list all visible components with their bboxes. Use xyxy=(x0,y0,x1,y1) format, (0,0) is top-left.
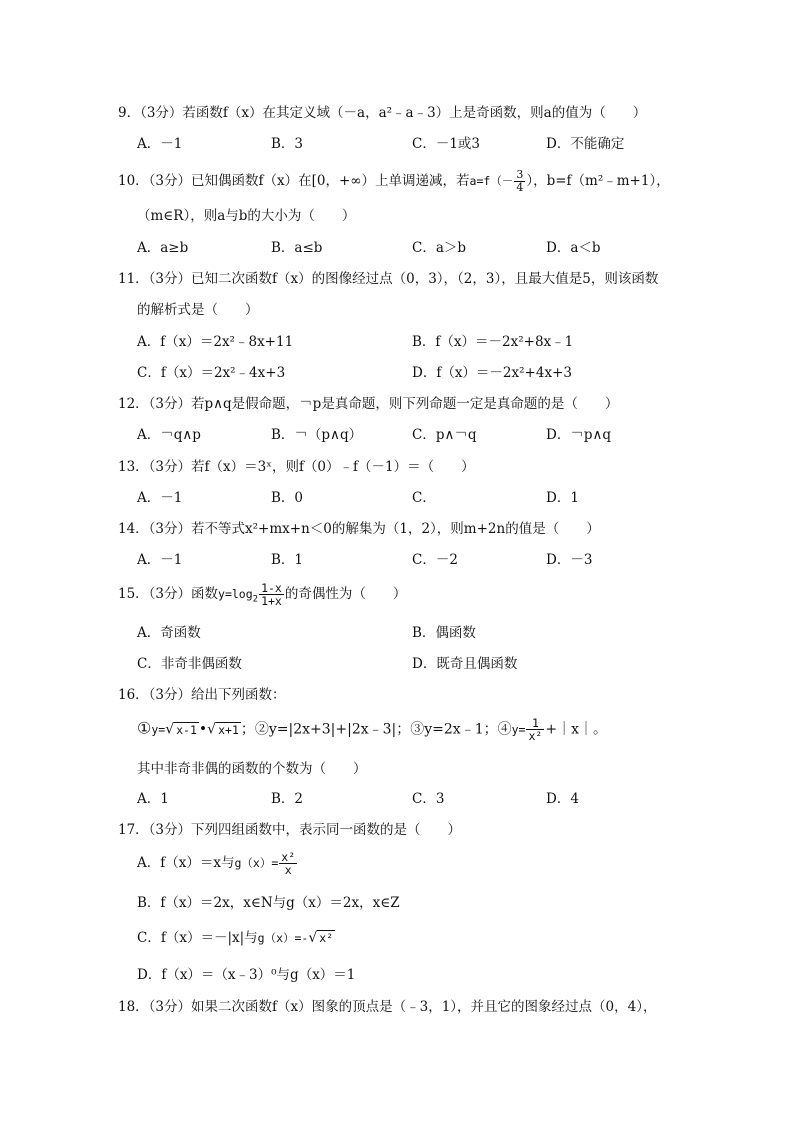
question-15-func: y=log xyxy=(218,587,253,601)
question-16-option-d[interactable]: D．4 xyxy=(546,791,579,807)
fraction-numerator: x² xyxy=(281,850,296,864)
question-14-option-c[interactable]: C．－2 xyxy=(412,552,458,568)
question-11-stem: 11．（3分）已知二次函数f（x）的图像经过点（0，3），（2，3），且最大值是5，则该函数 xyxy=(118,271,659,287)
question-14-option-d[interactable]: D．－3 xyxy=(546,552,593,568)
function-1-radicand-2: x+1 xyxy=(218,722,239,737)
option-c-prefix: C．f（x）＝－|x|与 xyxy=(137,930,258,946)
question-13-stem: 13．（3分）若f（x）＝3ˣ，则f（0）﹣f（－1）＝（ ） xyxy=(118,459,475,475)
question-10-a-expr: a=f（－ xyxy=(469,174,514,188)
fraction-denominator: x² xyxy=(528,729,543,743)
question-17-stem: 17．（3分）下列四组函数中，表示同一函数的是（ ） xyxy=(118,822,462,838)
question-17-option-b[interactable]: B．f（x）＝2x，x∈N与g（x）＝2x，x∈Z xyxy=(137,895,400,911)
question-9-option-a[interactable]: A．－1 xyxy=(137,136,183,152)
function-4-prefix: y= xyxy=(511,722,526,737)
function-list-middle: ；②y=|2x+3|+|2x﹣3|；③y=2x﹣1；④ xyxy=(240,721,512,738)
option-a-fraction xyxy=(279,851,297,876)
question-16-option-c[interactable]: C．3 xyxy=(412,791,445,807)
question-12-option-b[interactable]: B．￢（p∧q） xyxy=(271,427,363,443)
fraction-denominator: 1+x xyxy=(261,594,282,608)
question-15-option-d[interactable]: D．既奇且偶函数 xyxy=(412,656,518,672)
fraction-numerator: 1 xyxy=(526,717,544,730)
question-11-option-d[interactable]: D．f（x）＝－2x²+4x+3 xyxy=(412,365,572,381)
question-15-option-a[interactable]: A．奇函数 xyxy=(137,625,201,641)
fraction-denominator: 4 xyxy=(516,181,524,194)
question-9-option-d[interactable]: D．不能确定 xyxy=(546,136,625,152)
circled-number-1: ① xyxy=(137,718,152,738)
question-16-stem: 16．（3分）给出下列函数： xyxy=(118,687,286,703)
question-16-functions xyxy=(137,717,607,742)
question-10-option-c[interactable]: C．a＞b xyxy=(412,240,467,256)
question-10-stem-part2: ），b=f（m²﹣m+1）， xyxy=(526,173,670,189)
question-10-stem-part1: 10．（3分）已知偶函数f（x）在[0，+∞）上单调递减，若 xyxy=(118,173,470,189)
option-c-radicand: x² xyxy=(319,931,334,945)
question-11-option-b[interactable]: B．f（x）＝－2x²+8x﹣1 xyxy=(412,334,574,350)
question-12-option-d[interactable]: D．￢p∧q xyxy=(546,427,611,443)
question-18-stem: 18．（3分）如果二次函数f（x）图象的顶点是（﹣3，1），并且它的图象经过点（0，4）， xyxy=(118,999,657,1015)
question-13-option-d[interactable]: D．1 xyxy=(546,490,579,506)
question-15-stem-part1: 15．（3分）函数 xyxy=(118,586,219,602)
question-14-option-b[interactable]: B．1 xyxy=(271,552,304,568)
question-10-option-b[interactable]: B．a≤b xyxy=(271,240,323,256)
fraction-numerator: 3 xyxy=(516,168,524,181)
question-11-option-a[interactable]: A．f（x）＝2x²﹣8x+11 xyxy=(137,334,294,350)
radical-sign: √ xyxy=(308,930,318,946)
question-14-option-a[interactable]: A．－1 xyxy=(137,552,183,568)
question-13-option-a[interactable]: A．－1 xyxy=(137,490,183,506)
question-15-func-sub: 2 xyxy=(252,594,259,605)
question-10-stem xyxy=(118,169,670,194)
question-16-option-b[interactable]: B．2 xyxy=(271,791,304,807)
question-15-option-b[interactable]: B．偶函数 xyxy=(412,625,476,641)
question-9-option-c[interactable]: C．－1或3 xyxy=(412,136,481,152)
question-16-option-a[interactable]: A．1 xyxy=(137,791,169,807)
question-12-option-c[interactable]: C．p∧￢q xyxy=(412,427,477,443)
question-9-option-b[interactable]: B．3 xyxy=(271,136,304,152)
option-a-g: g（x）= xyxy=(234,856,279,870)
option-a-prefix: A．f（x）＝x与 xyxy=(137,855,235,871)
function-1-radicand-1: x-1 xyxy=(176,722,197,737)
question-16-stem-continuation: 其中非奇非偶的函数的个数为（ ） xyxy=(137,761,367,777)
function-4-suffix: +｜x｜。 xyxy=(545,721,607,738)
question-17-option-d[interactable]: D．f（x）＝（x﹣3）⁰与g（x）＝1 xyxy=(137,967,356,983)
question-11-stem-continuation: 的解析式是（ ） xyxy=(137,302,259,318)
question-13-option-c[interactable]: C． xyxy=(412,490,436,506)
question-12-stem: 12．（3分）若p∧q是假命题，￢p是真命题，则下列命题一定是真命题的是（ ） xyxy=(118,396,619,412)
question-15-option-c[interactable]: C．非奇非偶函数 xyxy=(137,656,242,672)
question-10-option-d[interactable]: D．a＜b xyxy=(546,240,601,256)
question-15-stem xyxy=(118,582,406,609)
radical-sign: √ xyxy=(165,721,175,738)
question-17-option-a[interactable] xyxy=(137,851,298,876)
question-14-stem: 14．（3分）若不等式x²+mx+n＜0的解集为（1，2），则m+2n的值是（ ） xyxy=(118,521,600,537)
fraction-denominator: x xyxy=(284,863,292,877)
question-17-option-c[interactable] xyxy=(137,929,335,947)
question-15-stem-part2: 的奇偶性为（ ） xyxy=(284,586,407,602)
function-1-prefix: y= xyxy=(151,722,166,737)
function-4-fraction xyxy=(526,717,544,742)
option-c-g: g（x）=- xyxy=(257,931,309,945)
question-11-option-c[interactable]: C．f（x）＝2x²﹣4x+3 xyxy=(137,365,286,381)
question-10-fraction xyxy=(514,169,525,194)
question-10-stem-continuation: （m∈R），则a与b的大小为（ ） xyxy=(137,208,356,224)
question-10-option-a[interactable]: A．a≥b xyxy=(137,240,189,256)
function-1-dot: • xyxy=(198,721,208,738)
radical-sign: √ xyxy=(207,721,217,738)
fraction-numerator: 1-x xyxy=(261,581,282,595)
question-15-fraction xyxy=(259,582,284,607)
question-13-option-b[interactable]: B．0 xyxy=(271,490,304,506)
question-12-option-a[interactable]: A．￢q∧p xyxy=(137,427,201,443)
question-9-stem: 9．（3分）若函数f（x）在其定义域（－a，a²﹣a﹣3）上是奇函数，则a的值为（ ） xyxy=(118,105,647,121)
